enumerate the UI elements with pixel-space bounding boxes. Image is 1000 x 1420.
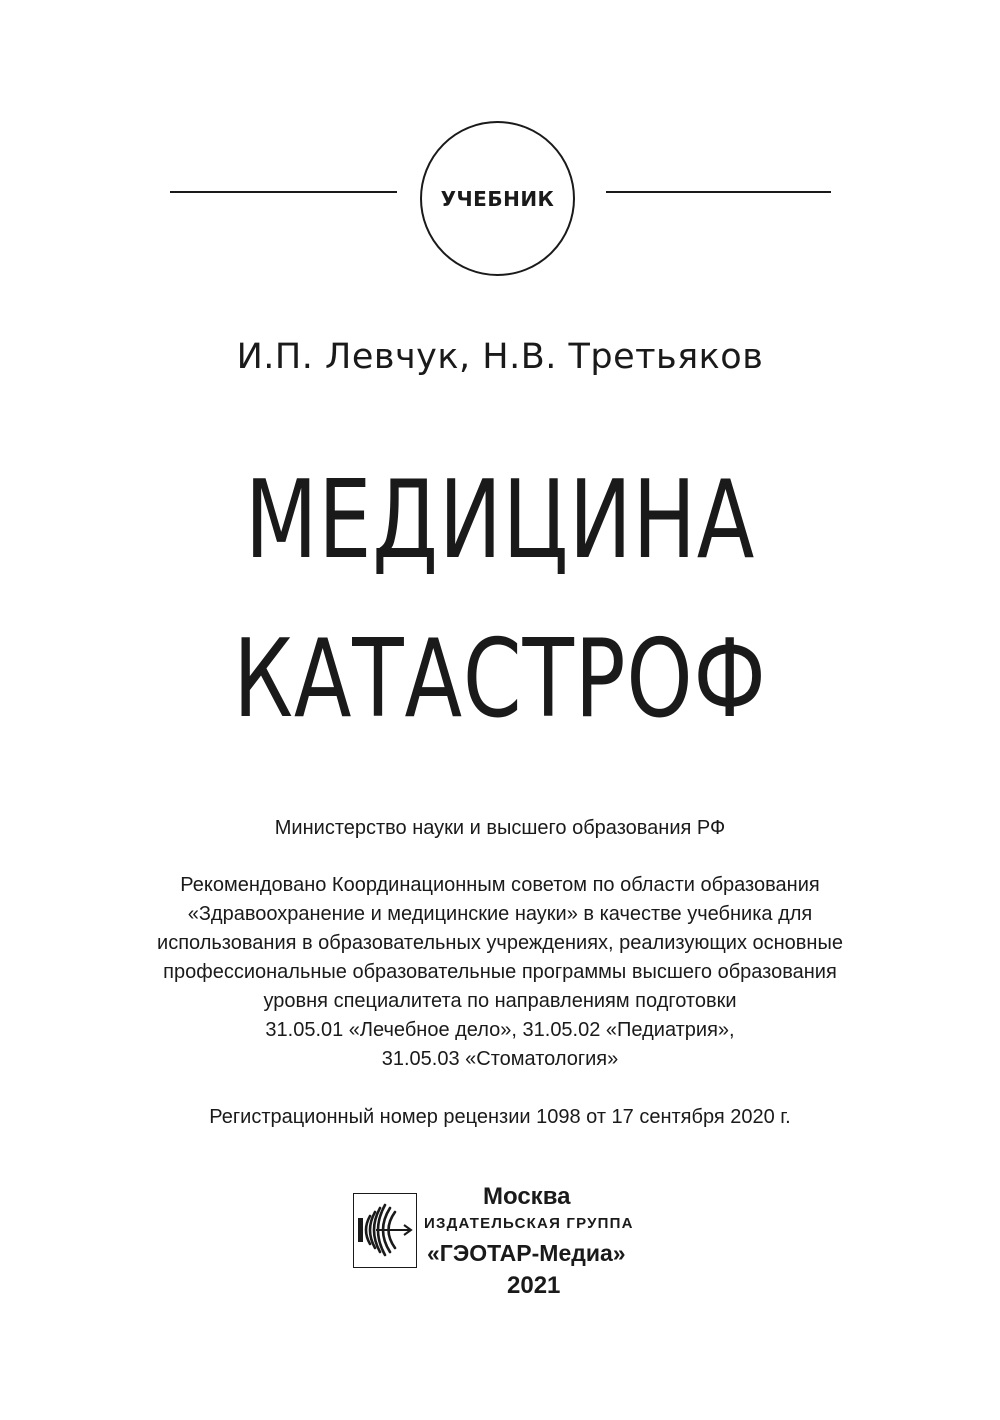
- recommendation-line: «Здравоохранение и медицинские науки» в качестве учебника для: [187, 903, 813, 925]
- badge-label: УЧЕБНИК: [440, 186, 555, 211]
- publisher-group: ИЗДАТЕЛЬСКАЯ ГРУППА: [424, 1215, 634, 1232]
- registration-line: [100, 1103, 900, 1132]
- ministry-text: Министерство науки и высшего образования РФ: [274, 817, 726, 839]
- recommendation-line: 31.05.01 «Лечебное дело», 31.05.02 «Педиатрия»,: [265, 1019, 735, 1041]
- recommendation-line: 31.05.03 «Стоматология»: [381, 1048, 619, 1070]
- recommendation-line: Рекомендовано Координационным советом по области образования: [180, 874, 820, 896]
- geotar-logo-icon: [353, 1193, 417, 1268]
- recommendation-block: [100, 871, 900, 1074]
- book-title-line-2: КАТАСТРОФ: [233, 617, 767, 742]
- recommendation-line: использования в образовательных учреждениях, реализующих основные: [157, 932, 843, 954]
- header-rule-right: [606, 191, 831, 193]
- book-title-line-1: МЕДИЦИНА: [244, 458, 756, 583]
- ministry-line: [100, 814, 900, 843]
- registration-text: Регистрационный номер рецензии 1098 от 17 сентября 2020 г.: [209, 1106, 791, 1128]
- header-rule-left: [170, 191, 397, 193]
- publisher-name: «ГЭОТАР-Медиа»: [427, 1240, 626, 1266]
- textbook-badge: [420, 121, 575, 276]
- publisher-city: Москва: [483, 1183, 571, 1210]
- recommendation-line: уровня специалитета по направлениям подготовки: [263, 990, 737, 1012]
- publication-year: 2021: [507, 1272, 561, 1299]
- recommendation-line: профессиональные образовательные программы высшего образования: [163, 961, 837, 983]
- authors: И.П. Левчук, Н.В. Третьяков: [236, 337, 764, 377]
